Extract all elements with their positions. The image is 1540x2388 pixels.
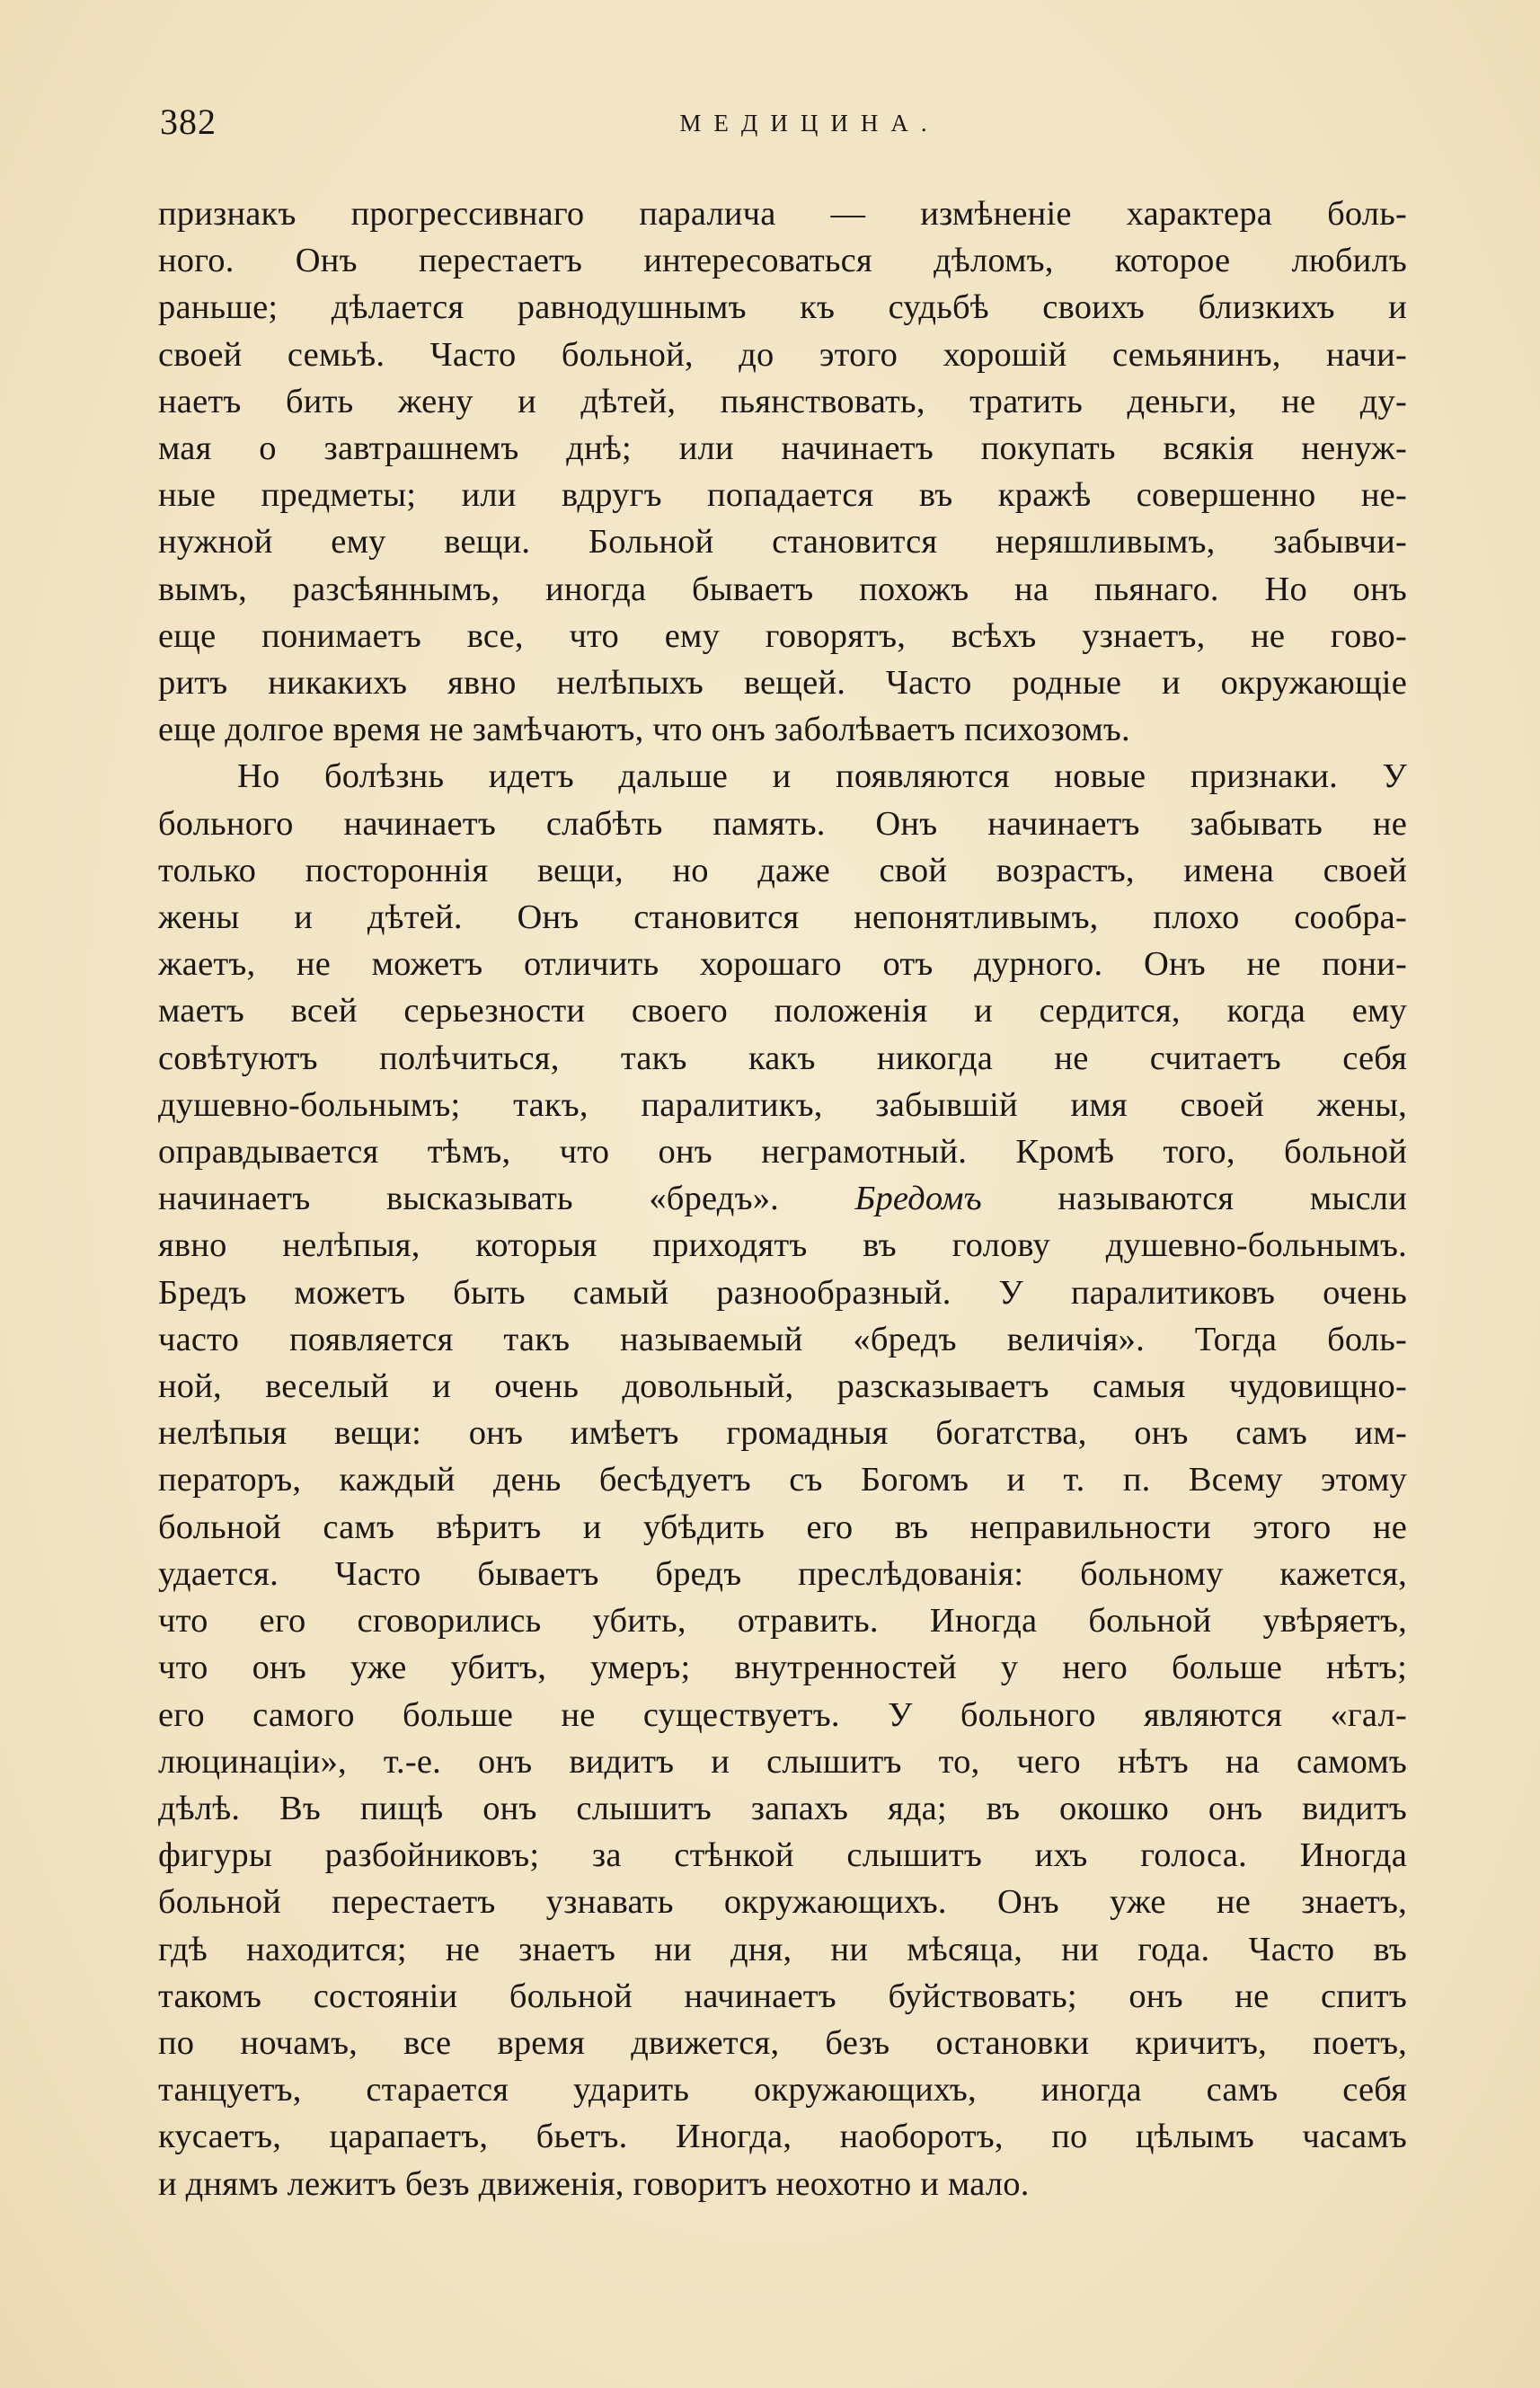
text-line: маетъ всей серьезности своего положенія и сердится, когда ему <box>158 992 1407 1030</box>
text-line: наетъ бить жену и дѣтей, пьянствовать, тратить деньги, не ду- <box>158 382 1407 420</box>
text-line: его самого больше не существуетъ. У больного являются «гал- <box>158 1695 1407 1734</box>
text-line: что онъ уже убитъ, умеръ; внутренностей у него больше нѣтъ; <box>158 1649 1407 1687</box>
text-line: больной самъ вѣритъ и убѣдить его въ неправильности этого не <box>158 1508 1407 1546</box>
text-line: только постороннія вещи, но даже свой возрастъ, имена своей <box>158 851 1407 889</box>
text-line: больного начинаетъ слабѣть память. Онъ начинаетъ забывать не <box>158 804 1407 843</box>
text-line: гдѣ находится; не знаетъ ни дня, ни мѣсяца, ни года. Часто въ <box>158 1930 1407 1968</box>
text-line: танцуетъ, старается ударить окружающихъ, иногда самъ себя <box>158 2071 1407 2109</box>
text-line: Бредъ можетъ быть самый разнообразный. У паралитиковъ очень <box>158 1273 1407 1312</box>
text-line: Но болѣзнь идетъ дальше и появляются новые признаки. У <box>237 757 1407 796</box>
text-line: нужной ему вещи. Больной становится неряшливымъ, забывчи- <box>158 523 1407 562</box>
text-line: ператоръ, каждый день бесѣдуетъ съ Богомъ и т. п. Всему этому <box>158 1461 1407 1499</box>
text-line: ные предметы; или вдругъ попадается въ кражѣ совершенно не- <box>158 476 1407 515</box>
running-title: МЕДИЦИНА. <box>679 110 940 137</box>
text-line: и днямъ лежитъ безъ движенія, говоритъ неохотно и мало. <box>158 2164 1030 2203</box>
text-line: больной перестаетъ узнавать окружающихъ. Онъ уже не знаетъ, <box>158 1883 1407 1922</box>
text-line: что его сговорились убить, отравить. Иногда больной увѣряетъ, <box>158 1602 1407 1641</box>
text-line: оправдывается тѣмъ, что онъ неграмотный. Кромѣ того, больной <box>158 1133 1407 1172</box>
body-text <box>158 190 1407 2207</box>
page-number: 382 <box>160 102 217 142</box>
text-line: нелѣпыя вещи: онъ имѣетъ громадныя богатства, онъ самъ им- <box>158 1414 1407 1453</box>
text-line: люцинаціи», т.-е. онъ видитъ и слышитъ то, чего нѣтъ на самомъ <box>158 1742 1407 1781</box>
text-line: еще понимаетъ все, что ему говорятъ, всѣхъ узнаетъ, не гово- <box>158 616 1407 655</box>
text-line: еще долгое время не замѣчаютъ, что онъ заболѣваетъ психозомъ. <box>158 711 1130 749</box>
text-line: вымъ, разсѣяннымъ, иногда бываетъ похожъ на пьянаго. Но онъ <box>158 570 1407 608</box>
text-line: кусаетъ, царапаетъ, бьетъ. Иногда, наоборотъ, по цѣлымъ часамъ <box>158 2118 1407 2156</box>
text-line: ритъ никакихъ явно нелѣпыхъ вещей. Часто родные и окружающіе <box>158 664 1407 703</box>
text-line: раньше; дѣлается равнодушнымъ къ судьбѣ своихъ близкихъ и <box>158 288 1407 327</box>
paragraph-1 <box>158 190 1407 753</box>
text-line: часто появляется такъ называемый «бредъ величія». Тогда боль- <box>158 1320 1407 1358</box>
text-line: удается. Часто бываетъ бредъ преслѣдованія: больному кажется, <box>158 1554 1407 1593</box>
text-line: совѣтуютъ полѣчиться, такъ какъ никогда не считаетъ себя <box>158 1039 1407 1077</box>
text-line: ного. Онъ перестаетъ интересоваться дѣломъ, которое любилъ <box>158 242 1407 280</box>
text-line: своей семьѣ. Часто больной, до этого хорошій семьянинъ, начи- <box>158 335 1407 374</box>
text-line: душевно-больнымъ; такъ, паралитикъ, забывшій имя своей жены, <box>158 1085 1407 1124</box>
paragraph-2 <box>158 753 1407 2207</box>
text-line: ной, веселый и очень довольный, разсказываетъ самыя чудовищно- <box>158 1367 1407 1406</box>
text-line: фигуры разбойниковъ; за стѣнкой слышитъ ихъ голоса. Иногда <box>158 1836 1407 1875</box>
text-line: явно нелѣпыя, которыя приходятъ въ голову душевно-больнымъ. <box>158 1226 1407 1265</box>
text-line: по ночамъ, все время движется, безъ остановки кричитъ, поетъ, <box>158 2023 1407 2062</box>
page-header <box>160 101 1405 155</box>
text-line: начинаетъ высказывать «бредъ». Бредомъ называются мысли <box>158 1180 1407 1218</box>
text-line: признакъ прогрессивнаго паралича — измѣненіе характера боль- <box>158 195 1407 233</box>
text-line: мая о завтрашнемъ днѣ; или начинаетъ покупать всякія ненуж- <box>158 429 1407 468</box>
text-line: такомъ состояніи больной начинаетъ буйствовать; онъ не спитъ <box>158 1977 1407 2015</box>
text-line: жены и дѣтей. Онъ становится непонятливымъ, плохо сообра- <box>158 898 1407 937</box>
italic-term: Бредомъ <box>854 1180 982 1218</box>
text-line: дѣлѣ. Въ пищѣ онъ слышитъ запахъ яда; въ окошко онъ видитъ <box>158 1789 1407 1827</box>
text-line: жаетъ, не можетъ отличить хорошаго отъ дурного. Онъ не пони- <box>158 945 1407 984</box>
